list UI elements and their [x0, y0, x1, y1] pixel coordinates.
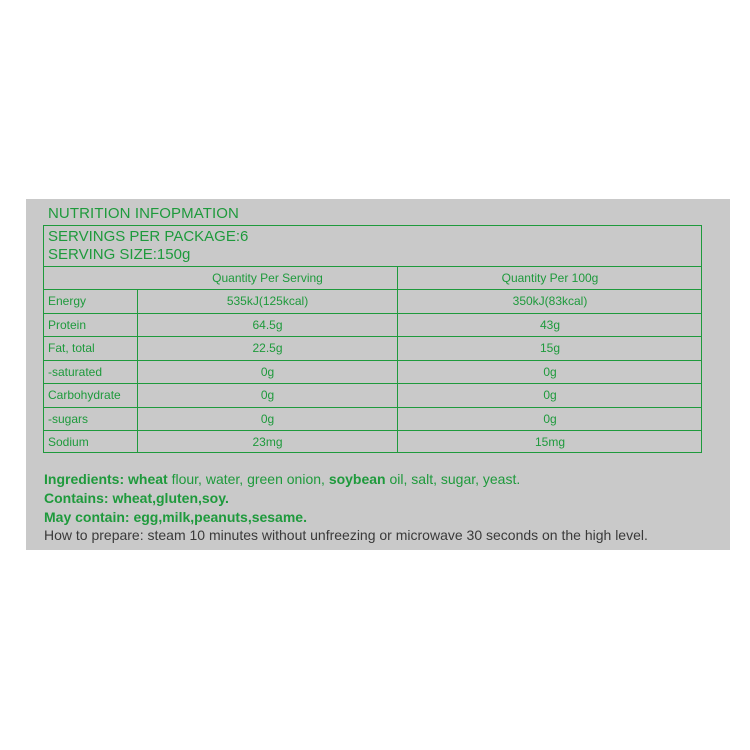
- row-label-sugars: -sugars: [48, 412, 89, 426]
- energy-per-100g: 350kJ(83kcal): [512, 294, 588, 308]
- ingredients-heading: Ingredients:: [44, 471, 125, 487]
- ingredient-allergen-wheat: wheat: [128, 471, 168, 487]
- protein-per-100g: 43g: [539, 318, 561, 332]
- sodium-per-100g: 15mg: [534, 435, 566, 449]
- row-label-saturated: -saturated: [48, 365, 103, 379]
- may-contain-line: May contain: egg,milk,peanuts,sesame.: [44, 509, 307, 525]
- how-to-prepare-line: How to prepare: steam 10 minutes without unfreezing or microwave 30 seconds on the high level.: [44, 527, 648, 543]
- sugars-per-100g: 0g: [543, 412, 557, 426]
- contains-line: Contains: wheat,gluten,soy.: [44, 490, 229, 506]
- protein-per-serving: 64.5g: [252, 318, 283, 332]
- carbohydrate-per-serving: 0g: [260, 388, 275, 402]
- column-header-per-100g: Quantity Per 100g: [501, 271, 599, 285]
- carbohydrate-per-100g: 0g: [543, 388, 557, 402]
- row-label-energy: Energy: [48, 294, 87, 308]
- fat-total-per-100g: 15g: [539, 341, 561, 355]
- saturated-per-serving: 0g: [260, 365, 275, 379]
- row-label-carbohydrate: Carbohydrate: [48, 388, 121, 402]
- row-label-sodium: Sodium: [48, 435, 89, 449]
- sugars-per-serving: 0g: [260, 412, 275, 426]
- servings-per-package: SERVINGS PER PACKAGE:6: [48, 228, 249, 245]
- serving-size: SERVING SIZE:150g: [48, 246, 191, 263]
- ingredients-line: [44, 471, 520, 487]
- row-label-protein: Protein: [48, 318, 87, 332]
- sodium-per-serving: 23mg: [252, 435, 283, 449]
- saturated-per-100g: 0g: [543, 365, 557, 379]
- ingredients-text: oil, salt, sugar, yeast.: [385, 471, 521, 487]
- nutrition-table: [43, 225, 702, 453]
- energy-per-serving: 535kJ(125kcal): [226, 294, 309, 308]
- row-label-fat-total: Fat, total: [48, 341, 95, 355]
- nutrition-title: NUTRITION INFOPMATION: [48, 205, 239, 222]
- column-header-per-serving: Quantity Per Serving: [212, 271, 323, 285]
- ingredients-text: flour, water, green onion,: [167, 471, 329, 487]
- nutrition-panel: [26, 199, 730, 550]
- ingredient-allergen-soybean: soybean: [328, 471, 386, 487]
- fat-total-per-serving: 22.5g: [252, 341, 283, 355]
